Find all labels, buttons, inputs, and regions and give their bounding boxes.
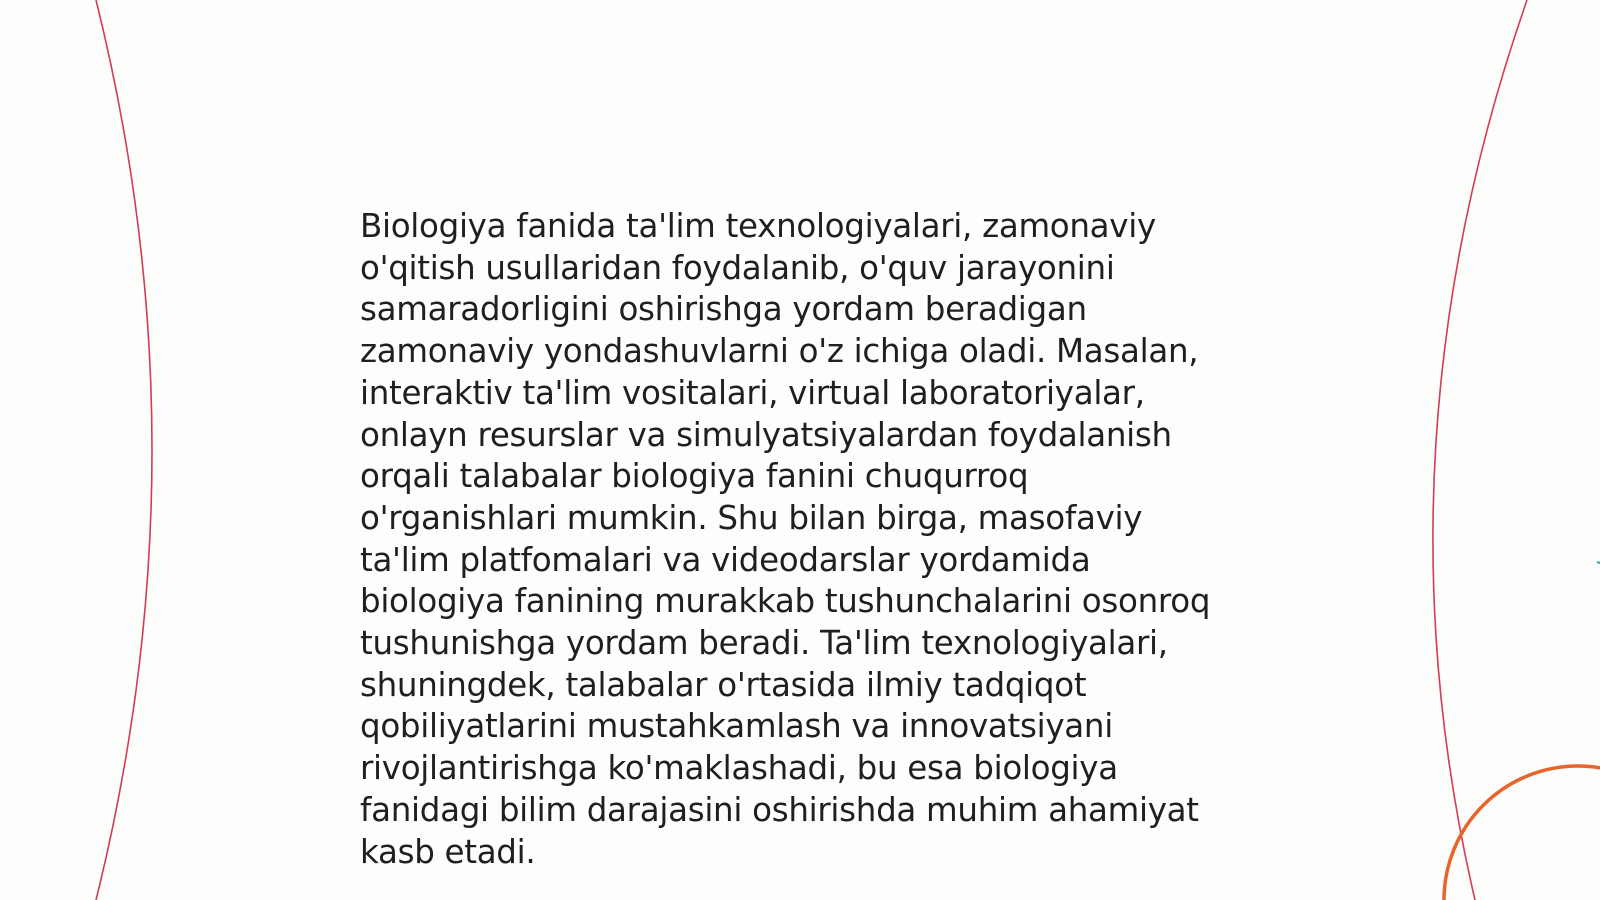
right-arc-line [1433,0,1527,900]
paragraph-line: zamonaviy yondashuvlarni o'z ichiga oladi. Masalan, [360,332,1199,371]
paragraph-line: samaradorligini oshirishga yordam beradigan [360,290,1087,329]
paragraph-line: o'qitish usullaridan foydalanib, o'quv jarayonini [360,248,1115,287]
paragraph-line: tushunishga yordam beradi. Ta'lim texnologiyalari, [360,624,1168,663]
paragraph-line: orqali talabalar biologiya fanini chuqurroq [360,457,1029,496]
body-paragraph [360,206,1260,873]
paragraph-line: o'rganishlari mumkin. Shu bilan birga, masofaviy [360,498,1143,537]
paragraph-line: fanidagi bilim darajasini oshirishda muhim ahamiyat [360,790,1199,829]
left-arc-line [96,0,152,900]
paragraph-line: rivojlantirishga ko'maklashadi, bu esa biologiya [360,749,1118,788]
paragraph-line: Biologiya fanida ta'lim texnologiyalari, zamonaviy [360,207,1156,245]
paragraph-line: qobiliyatlarini mustahkamlash va innovatsiyani [360,707,1113,746]
paragraph-line: onlayn resurslar va simulyatsiyalardan foydalanish [360,415,1172,454]
paragraph-line: biologiya fanining murakkab tushunchalarini osonroq [360,582,1211,621]
paragraph-line: kasb etadi. [360,832,536,871]
paragraph-line: shuningdek, talabalar o'rtasida ilmiy tadqiqot [360,665,1087,704]
paragraph-line: ta'lim platfomalari va videodarslar yordamida [360,540,1091,579]
paragraph-line: interaktiv ta'lim vositalari, virtual laboratoriyalar, [360,373,1145,412]
orange-circle-accent [1444,766,1600,900]
